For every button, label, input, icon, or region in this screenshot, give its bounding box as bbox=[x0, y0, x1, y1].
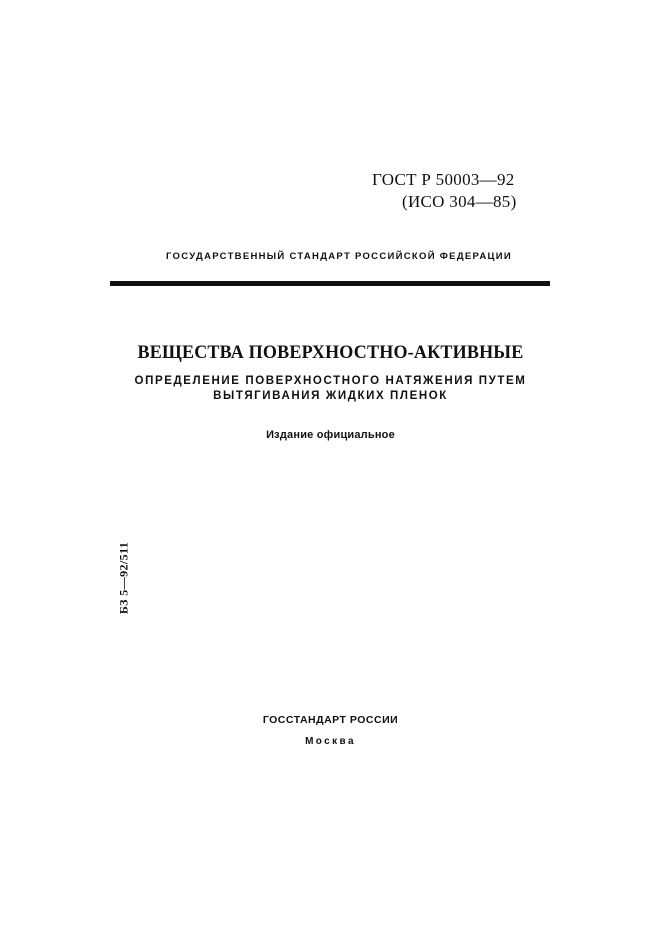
document-subtitle bbox=[0, 374, 661, 404]
subtitle-line-1: ОПРЕДЕЛЕНИЕ ПОВЕРХНОСТНОГО НАТЯЖЕНИЯ ПУТЕМ bbox=[134, 375, 527, 387]
edition-label: Издание официальное bbox=[266, 429, 395, 441]
document-title: ВЕЩЕСТВА ПОВЕРХНОСТНО-АКТИВНЫЕ bbox=[137, 342, 524, 363]
standard-header: ГОСУДАРСТВЕННЫЙ СТАНДАРТ РОССИЙСКОЙ ФЕДЕРАЦИИ bbox=[166, 251, 512, 262]
iso-reference: (ИСО 304—85) bbox=[402, 192, 517, 211]
header-rule bbox=[110, 281, 550, 286]
city: Москва bbox=[305, 736, 356, 747]
standard-number: ГОСТ Р 50003—92 bbox=[372, 170, 515, 189]
publisher: ГОССТАНДАРТ РОССИИ bbox=[262, 714, 399, 726]
side-code: БЗ 5—92/511 bbox=[116, 541, 131, 615]
subtitle-line-2: ВЫТЯГИВАНИЯ ЖИДКИХ ПЛЕНОК bbox=[213, 390, 448, 402]
